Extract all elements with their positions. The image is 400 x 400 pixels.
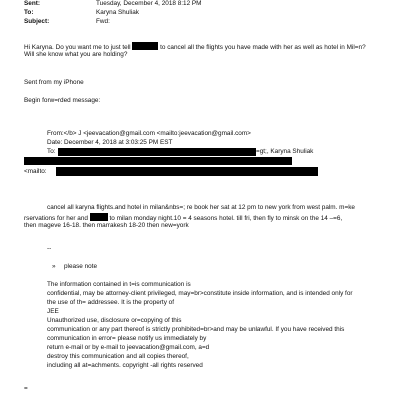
sent-label: Sent:: [24, 0, 40, 7]
disclaimer-line: confidential, may be attorney-client privileged, may=br>constitute inside information, and is intended only for: [47, 290, 353, 297]
disclaimer-line: return e-mail or by e-mail to jeevacation@gmail.com, a=d: [47, 344, 210, 351]
subject-value: Fwd:: [96, 18, 110, 25]
body-line-1-end: to cancel all the flights you have made with her as well as hotel in Mil=n?: [160, 44, 366, 51]
body-line-1-start: Hi Karyna. Do you want me to just tell: [24, 44, 131, 51]
disclaimer-line: Unauthorized use, disclosure or=copying of this: [47, 317, 182, 324]
redaction-bar: [90, 213, 108, 221]
dashes: --: [47, 245, 52, 252]
disclaimer-line: JEE: [47, 308, 59, 315]
forwarded-from: From:</b> J <jeevacation@gmail.com <mailto:jeevacation@gmail.com>: [47, 130, 251, 137]
message-line-1: [47, 204, 355, 212]
forwarded-mailto: <mailto:: [24, 168, 47, 175]
message-line-2-end: to milan monday night.10 = 4 seasons hotel. till fri, then fly to minsk on the 14 –=6,: [109, 215, 343, 222]
disclaimer-line: communication in error= please notify us immediately by: [47, 335, 207, 342]
forwarded-to-suffix: =gt;, Karyna Shuliak: [256, 148, 314, 155]
body-line-2: Will she know what you are holding?: [24, 51, 128, 58]
begin-forwarded: Begin forw=rded message:: [24, 97, 101, 104]
redaction-bar: [56, 167, 318, 176]
subject-label: Subject:: [24, 18, 50, 25]
redaction-bar: [222, 157, 292, 165]
disclaimer-line: the use of th= addressee. It is the property of: [47, 299, 175, 306]
bullet-icon: »: [52, 263, 56, 270]
disclaimer-line: destroy this communication and all copies thereof,: [47, 353, 189, 360]
redaction-bar: [132, 42, 158, 50]
signature: Sent from my iPhone: [24, 79, 84, 86]
trailing-equals: =: [24, 385, 28, 392]
disclaimer-line: including all at=achments. copyright -all rights reserved: [47, 362, 203, 369]
message-line-1-start: cancel all karyna flights.and hotel in milan&nbs=; re: [47, 204, 193, 211]
message-line-3: then mageve 16-18. then marrakesh 18-20 then new=york: [24, 222, 189, 229]
forwarded-date: Date: December 4, 2018 at 3:03:25 PM EST: [47, 139, 173, 146]
redaction-bar: [24, 157, 222, 165]
sent-value: Tuesday, December 4, 2018 8:12 PM: [96, 0, 202, 7]
message-line-2-start: rservations for her and: [24, 215, 88, 222]
disclaimer-line: The information contained in t=is communication is: [47, 281, 191, 288]
redaction-bar: [58, 148, 256, 156]
please-note: please note: [64, 263, 98, 270]
forwarded-to-prefix: To:: [47, 148, 56, 155]
disclaimer-line: communication or any part thereof is strictly prohibited=br>and may be unlawful. If you have received this: [47, 326, 345, 333]
message-line-1-end: book her sat at 12 pm to new york from west palm. m=ke: [194, 204, 355, 211]
to-value: Karyna Shuliak: [96, 9, 139, 16]
to-label: To:: [24, 9, 34, 16]
